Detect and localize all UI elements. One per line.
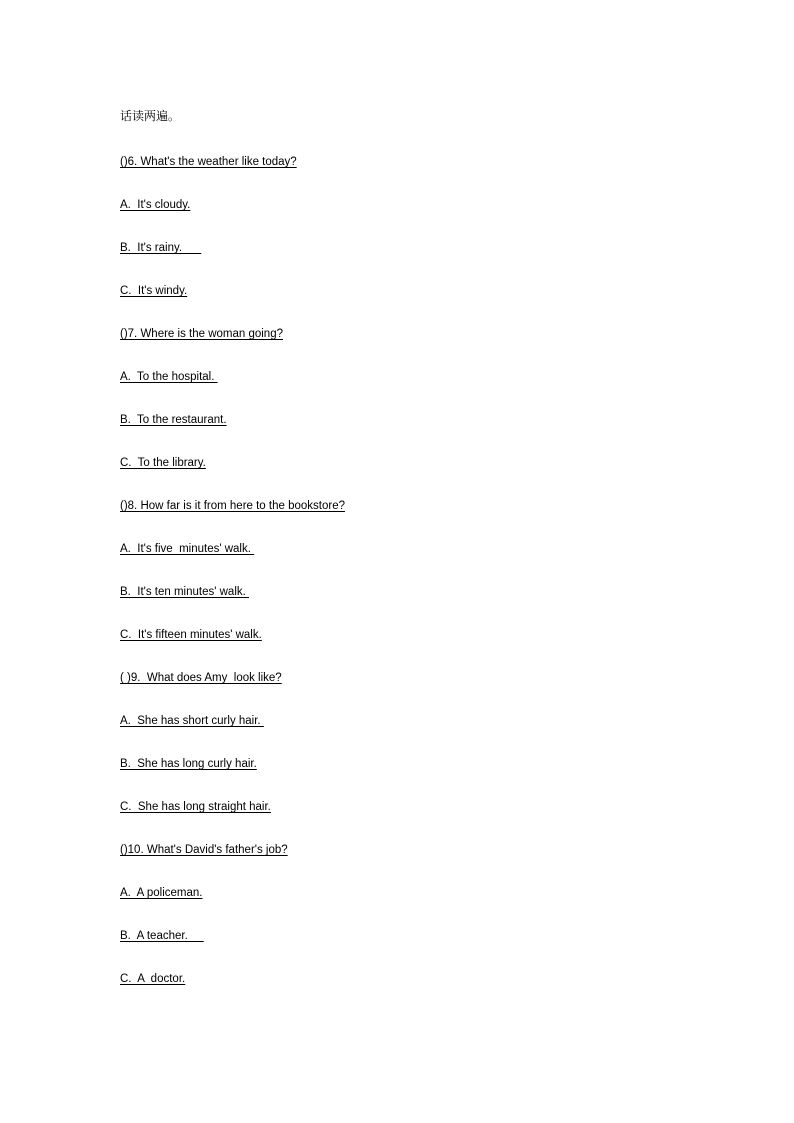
option-7b: B. To the restaurant. (120, 414, 227, 426)
option-6a: A. It's cloudy. (120, 199, 191, 211)
option-10c: C. A doctor. (120, 973, 186, 985)
option-6c: C. It's windy. (120, 285, 188, 297)
option-10b: B. A teacher. (120, 930, 204, 942)
option-9b: B. She has long curly hair. (120, 758, 257, 770)
question-8: ()8. How far is it from here to the bookstore? (120, 500, 345, 512)
question-9: ( )9. What does Amy look like? (120, 672, 282, 684)
question-7: ()7. Where is the woman going? (120, 328, 283, 340)
question-10: ()10. What's David's father's job? (120, 844, 288, 856)
option-8a: A. It's five minutes' walk. (120, 543, 255, 555)
listening-instruction: 话读两遍。 (120, 109, 181, 123)
question-list (120, 155, 720, 1015)
option-7a: A. To the hospital. (120, 371, 218, 383)
question-6: ()6. What's the weather like today? (120, 156, 297, 168)
option-9c: C. She has long straight hair. (120, 801, 271, 813)
option-8c: C. It's fifteen minutes' walk. (120, 629, 262, 641)
option-7c: C. To the library. (120, 457, 206, 469)
option-8b: B. It's ten minutes' walk. (120, 586, 250, 598)
option-9a: A. She has short curly hair. (120, 715, 264, 727)
option-6b: B. It's rainy. (120, 242, 202, 254)
option-10a: A. A policeman. (120, 887, 203, 899)
